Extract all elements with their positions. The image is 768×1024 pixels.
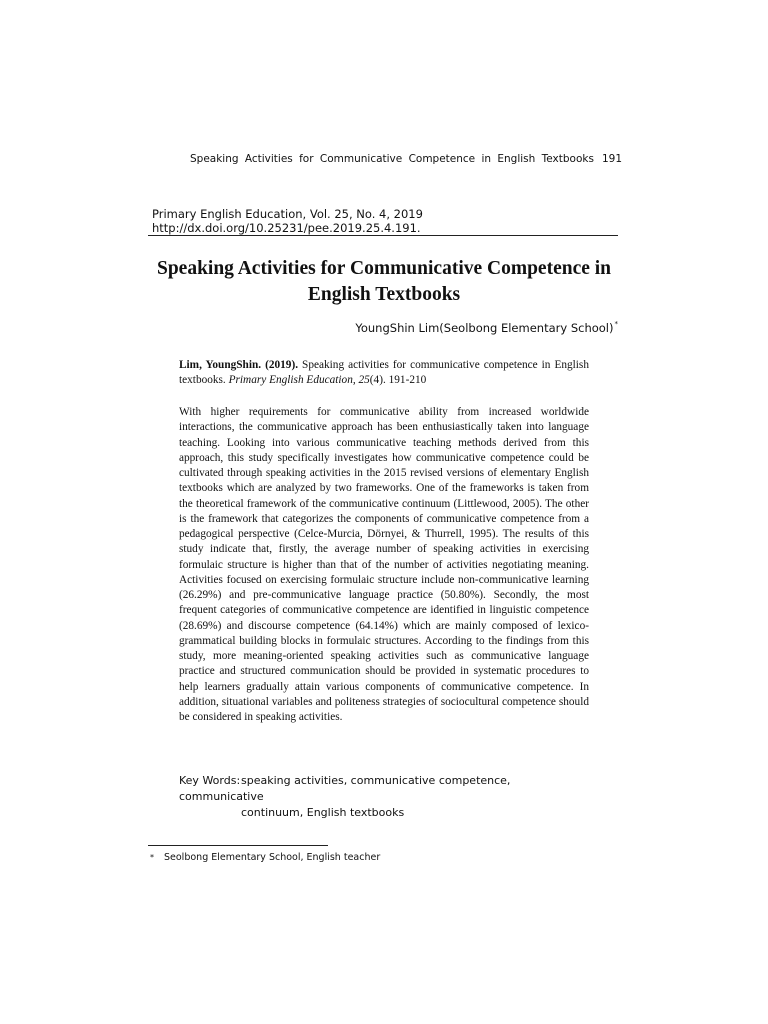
- reference-journal: Primary English Education, 25: [228, 374, 370, 387]
- keywords-label: Key Words:: [179, 774, 241, 787]
- journal-info: [152, 207, 618, 235]
- footnote-mark: *: [150, 853, 154, 862]
- footnote-text: Seolbong Elementary School, English teacher: [164, 852, 381, 863]
- abstract-text: With higher requirements for communicative ability from increased worldwide interactions, the communicative approach has been enthusiastically taken into language teaching. Looking into various communicative teaching methods derived from this approach, this study specifically investigates how communicative competence could be cultivated through speaking activities in the 2015 revised versions of elementary English textbooks which are analyzed by two frameworks. One of the frameworks is taken from the theoretical framework of the communicative continuum (Littlewood, 2005). The other is the framework that categorizes the components of communicative competence from a pedagogical perspective (Celce-Murcia, Dörnyei, & Thurrell, 1995). The results of this study indicate that, firstly, the average number of speaking activities in exercising formulaic structure is higher than that of the number of activities negotiating meaning. Activities focused on exercising formulaic structure include non-communicative learning (26.29%) and pre-communicative language practice (50.80%). Secondly, the most frequent categories of communicative competence are identified in linguistic competence (28.69%) and discourse competence (64.14%) which are mainly composed of lexico-grammatical building blocks in formulaic structures. According to the findings from this study, more meaning-oriented speaking activities such as communicative language practice and structured communication should be provided in systematic procedures to help learners gradually attain various components of communicative competence. In addition, situational variables and politeness strategies of sociocultural competence should be considered in speaking activities.: [179, 406, 589, 723]
- paper-title-line-1: Speaking Activities for Communicative Competence in: [156, 258, 612, 279]
- paper-title-line-2: English Textbooks: [307, 284, 461, 305]
- author-line: [355, 320, 618, 335]
- reference-citation: [179, 358, 589, 389]
- journal-citation: Primary English Education, Vol. 25, No. 4, 2019: [152, 207, 423, 221]
- footnote: [150, 852, 380, 863]
- footnote-divider: [148, 845, 328, 846]
- reference-authors: Lim, YoungShin. (2019).: [179, 359, 299, 371]
- journal-divider: [148, 235, 618, 236]
- keywords-line-1: speaking activities, communicative competence, communicative: [179, 774, 511, 803]
- paper-title: [140, 256, 628, 308]
- doi-link[interactable]: http://dx.doi.org/10.25231/pee.2019.25.4.191.: [152, 221, 421, 235]
- running-head-title: Speaking Activities for Communicative Competence in English Textbooks: [189, 153, 594, 165]
- running-head: [190, 153, 622, 165]
- keywords: [179, 773, 589, 821]
- author-name: YoungShin Lim(Seolbong Elementary School): [355, 321, 614, 335]
- keywords-line-2: continuum, English textbooks: [241, 806, 405, 819]
- reference-issue-pages: (4). 191-210: [369, 374, 427, 387]
- page-number: 191: [601, 153, 622, 165]
- author-footnote-mark: *: [614, 320, 618, 328]
- reference-article-title: Speaking activities for communicative competence in English textbooks.: [179, 359, 589, 387]
